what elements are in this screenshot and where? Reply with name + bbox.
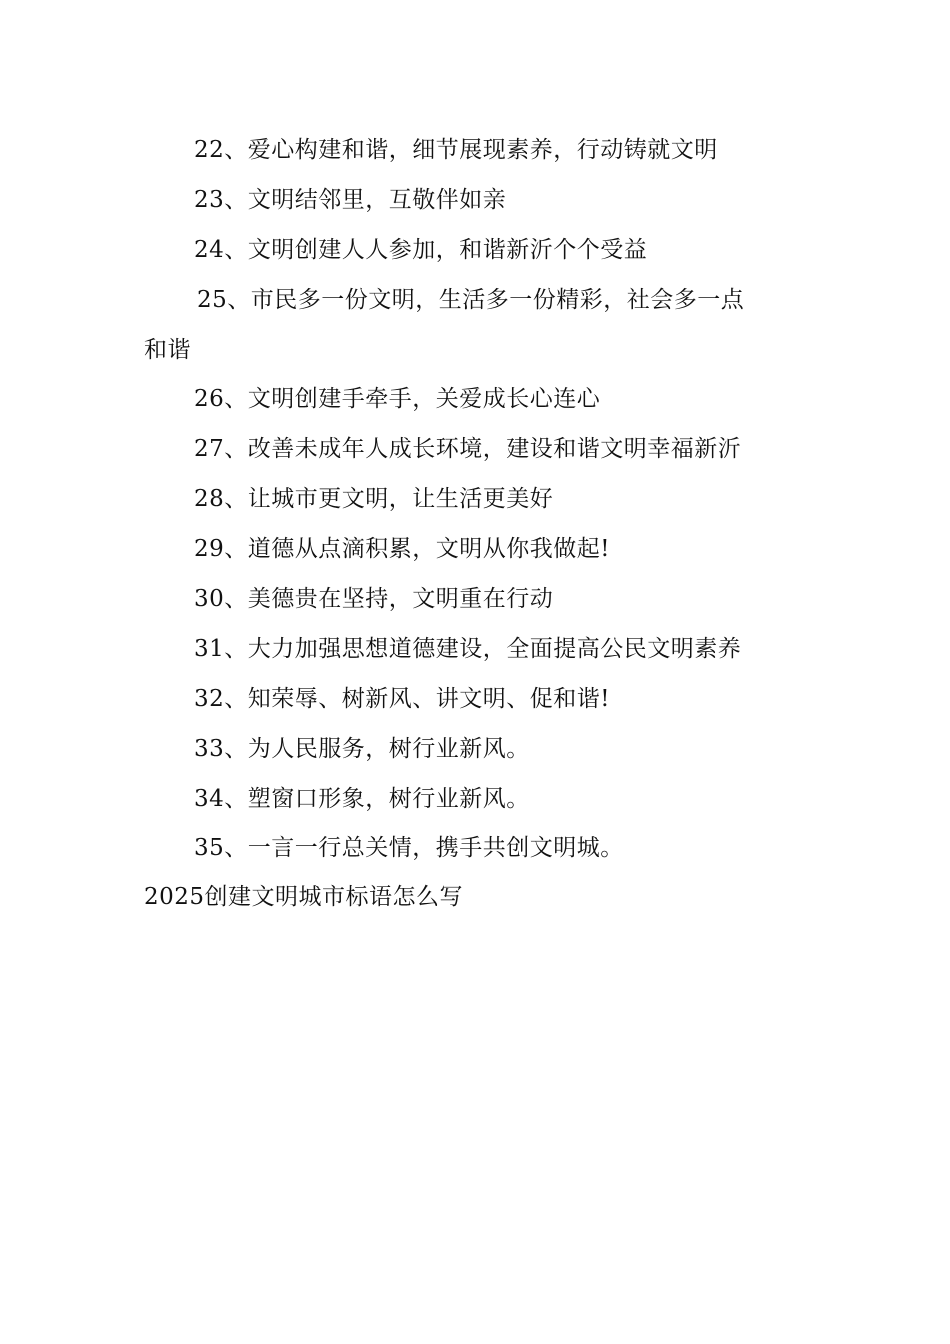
slogan-24: 24、文明创建人人参加，和谐新沂个个受益: [194, 237, 648, 263]
slogan-28: 28、让城市更文明，让生活更美好: [194, 486, 554, 512]
slogan-30: 30、美德贵在坚持，文明重在行动: [194, 586, 554, 612]
slogan-35: 35、一言一行总关情，携手共创文明城。: [194, 835, 624, 861]
slogan-23: 23、文明结邻里，互敬伴如亲: [194, 187, 507, 213]
slogan-33: 33、为人民服务，树行业新风。: [194, 736, 530, 762]
slogan-31: 31、大力加强思想道德建设，全面提高公民文明素养: [194, 636, 742, 662]
slogan-29: 29、道德从点滴积累，文明从你我做起!: [194, 536, 611, 562]
slogan-34: 34、塑窗口形象，树行业新风。: [194, 786, 530, 812]
slogan-32: 32、知荣辱、树新风、讲文明、促和谐!: [194, 686, 611, 712]
slogan-25: 25、市民多一份文明，生活多一份精彩，社会多一点: [197, 287, 745, 313]
slogan-22: 22、爱心构建和谐，细节展现素养，行动铸就文明: [194, 137, 718, 163]
slogan-27: 27、改善未成年人成长环境，建设和谐文明幸福新沂: [194, 436, 742, 462]
slogan-26: 26、文明创建手牵手，关爱成长心连心: [194, 386, 601, 412]
slogan-25-continued: 和谐: [144, 337, 191, 363]
section-heading: 2025创建文明城市标语怎么写: [144, 884, 464, 910]
